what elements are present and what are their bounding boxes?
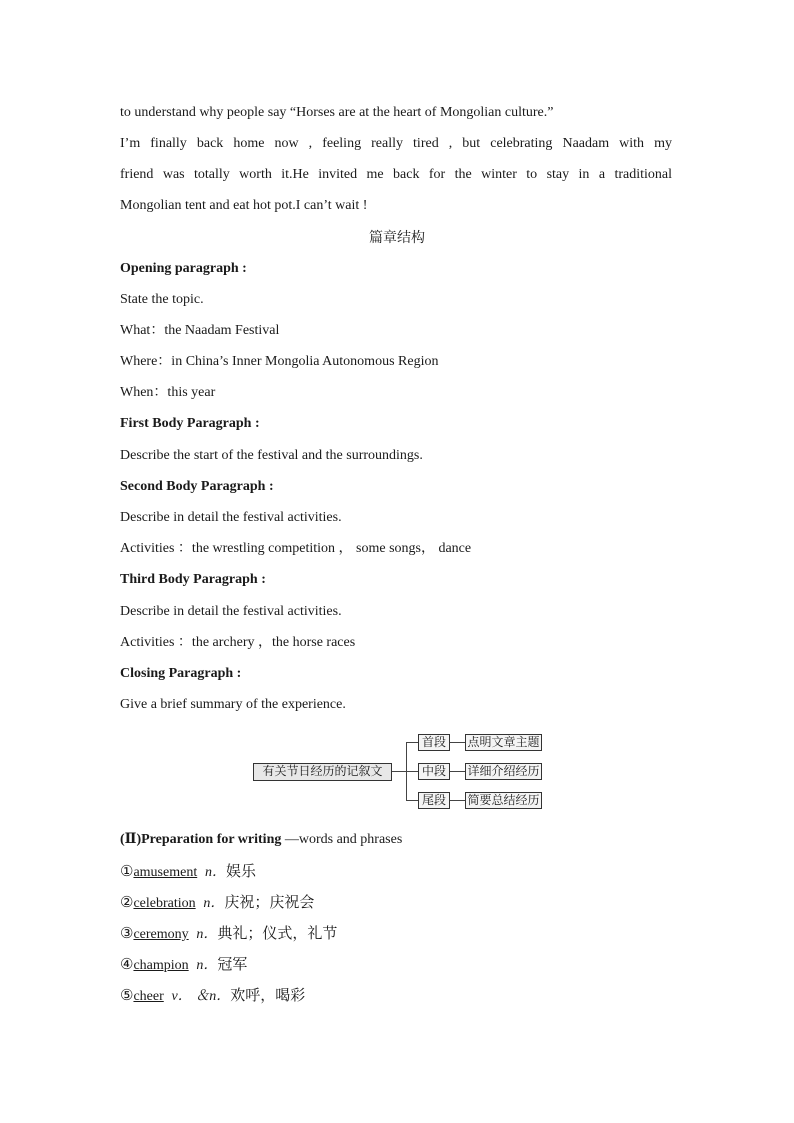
vocab-meaning: 冠军 [217, 955, 248, 973]
vocab-meaning: 欢呼，喝彩 [230, 986, 306, 1004]
first-body-desc: Describe the start of the festival and the surroundings. [120, 448, 423, 463]
vocab-pos: v． ＆n． [171, 989, 231, 1004]
vocab-word: amusement [133, 865, 198, 880]
vocab-meaning: 娱乐 [225, 862, 256, 880]
vocab-item [120, 862, 256, 882]
diagram-branch-label: 首段 [418, 734, 450, 751]
vocab-item [120, 893, 314, 913]
vocab-word: celebration [133, 896, 196, 911]
intro-line-1: to understand why people say “Horses are at the heart of Mongolian culture.” [120, 105, 554, 120]
prep-heading-rest: —words and phrases [281, 832, 403, 847]
vocab-num: ② [120, 895, 134, 911]
diagram-connector [450, 742, 465, 743]
vocab-num: ① [120, 864, 134, 880]
vocab-meaning: 典礼；仪式，礼节 [217, 924, 338, 942]
second-body-heading: Second Body Paragraph : [120, 479, 274, 494]
diagram-main-box: 有关节日经历的记叙文 [253, 763, 392, 781]
vocab-pos: n． [204, 865, 226, 880]
vocab-num: ③ [120, 926, 134, 942]
vocab-item [120, 986, 305, 1006]
diagram-connector [450, 771, 465, 772]
closing-heading: Closing Paragraph : [120, 666, 242, 681]
diagram-connector [406, 742, 418, 743]
vocab-item [120, 955, 247, 975]
vocab-pos: n． [196, 958, 218, 973]
closing-desc: Give a brief summary of the experience. [120, 697, 346, 712]
third-body-desc: Describe in detail the festival activities. [120, 604, 342, 619]
opening-what: What：the Naadam Festival [120, 323, 280, 338]
third-body-heading: Third Body Paragraph : [120, 572, 266, 587]
structure-title: 篇章结构 [369, 230, 425, 246]
vocab-word: champion [133, 958, 189, 973]
vocab-num: ⑤ [120, 988, 134, 1004]
diagram-branch-desc: 详细介绍经历 [465, 763, 542, 780]
opening-where: Where：in China’s Inner Mongolia Autonomous Region [120, 354, 439, 369]
diagram-connector [406, 771, 418, 772]
diagram-branch-desc: 点明文章主题 [465, 734, 542, 751]
vocab-pos: n． [196, 927, 218, 942]
intro-line-2: I’m finally back home now , feeling really tired , but celebrating Naadam with my [120, 136, 672, 151]
intro-line-4: Mongolian tent and eat hot pot.I can’t wait ! [120, 198, 368, 213]
second-body-activities: Activities ：the wrestling competition ， some songs， dance [120, 541, 472, 556]
vocab-pos: n． [203, 896, 225, 911]
third-body-activities: Activities ：the archery ，the horse races [120, 635, 356, 650]
diagram-branch-desc: 简要总结经历 [465, 792, 542, 809]
first-body-heading: First Body Paragraph : [120, 416, 260, 431]
vocab-num: ④ [120, 957, 134, 973]
vocab-word: ceremony [133, 927, 189, 942]
opening-state: State the topic. [120, 292, 204, 307]
diagram-connector [392, 771, 406, 772]
diagram-connector [406, 800, 418, 801]
vocab-item [120, 924, 337, 944]
vocab-meaning: 庆祝；庆祝会 [224, 893, 315, 911]
prep-heading [120, 831, 402, 849]
diagram-branch-label: 中段 [418, 763, 450, 780]
vocab-word: cheer [133, 989, 164, 1004]
intro-line-3: friend was totally worth it.He invited me back for the winter to stay in a traditional [120, 167, 672, 182]
diagram-branch-label: 尾段 [418, 792, 450, 809]
prep-heading-bold: (Ⅱ)Preparation for writing [120, 832, 282, 847]
second-body-desc: Describe in detail the festival activities. [120, 510, 342, 525]
opening-when: When：this year [120, 385, 216, 400]
opening-heading: Opening paragraph : [120, 261, 247, 276]
diagram-connector [450, 800, 465, 801]
